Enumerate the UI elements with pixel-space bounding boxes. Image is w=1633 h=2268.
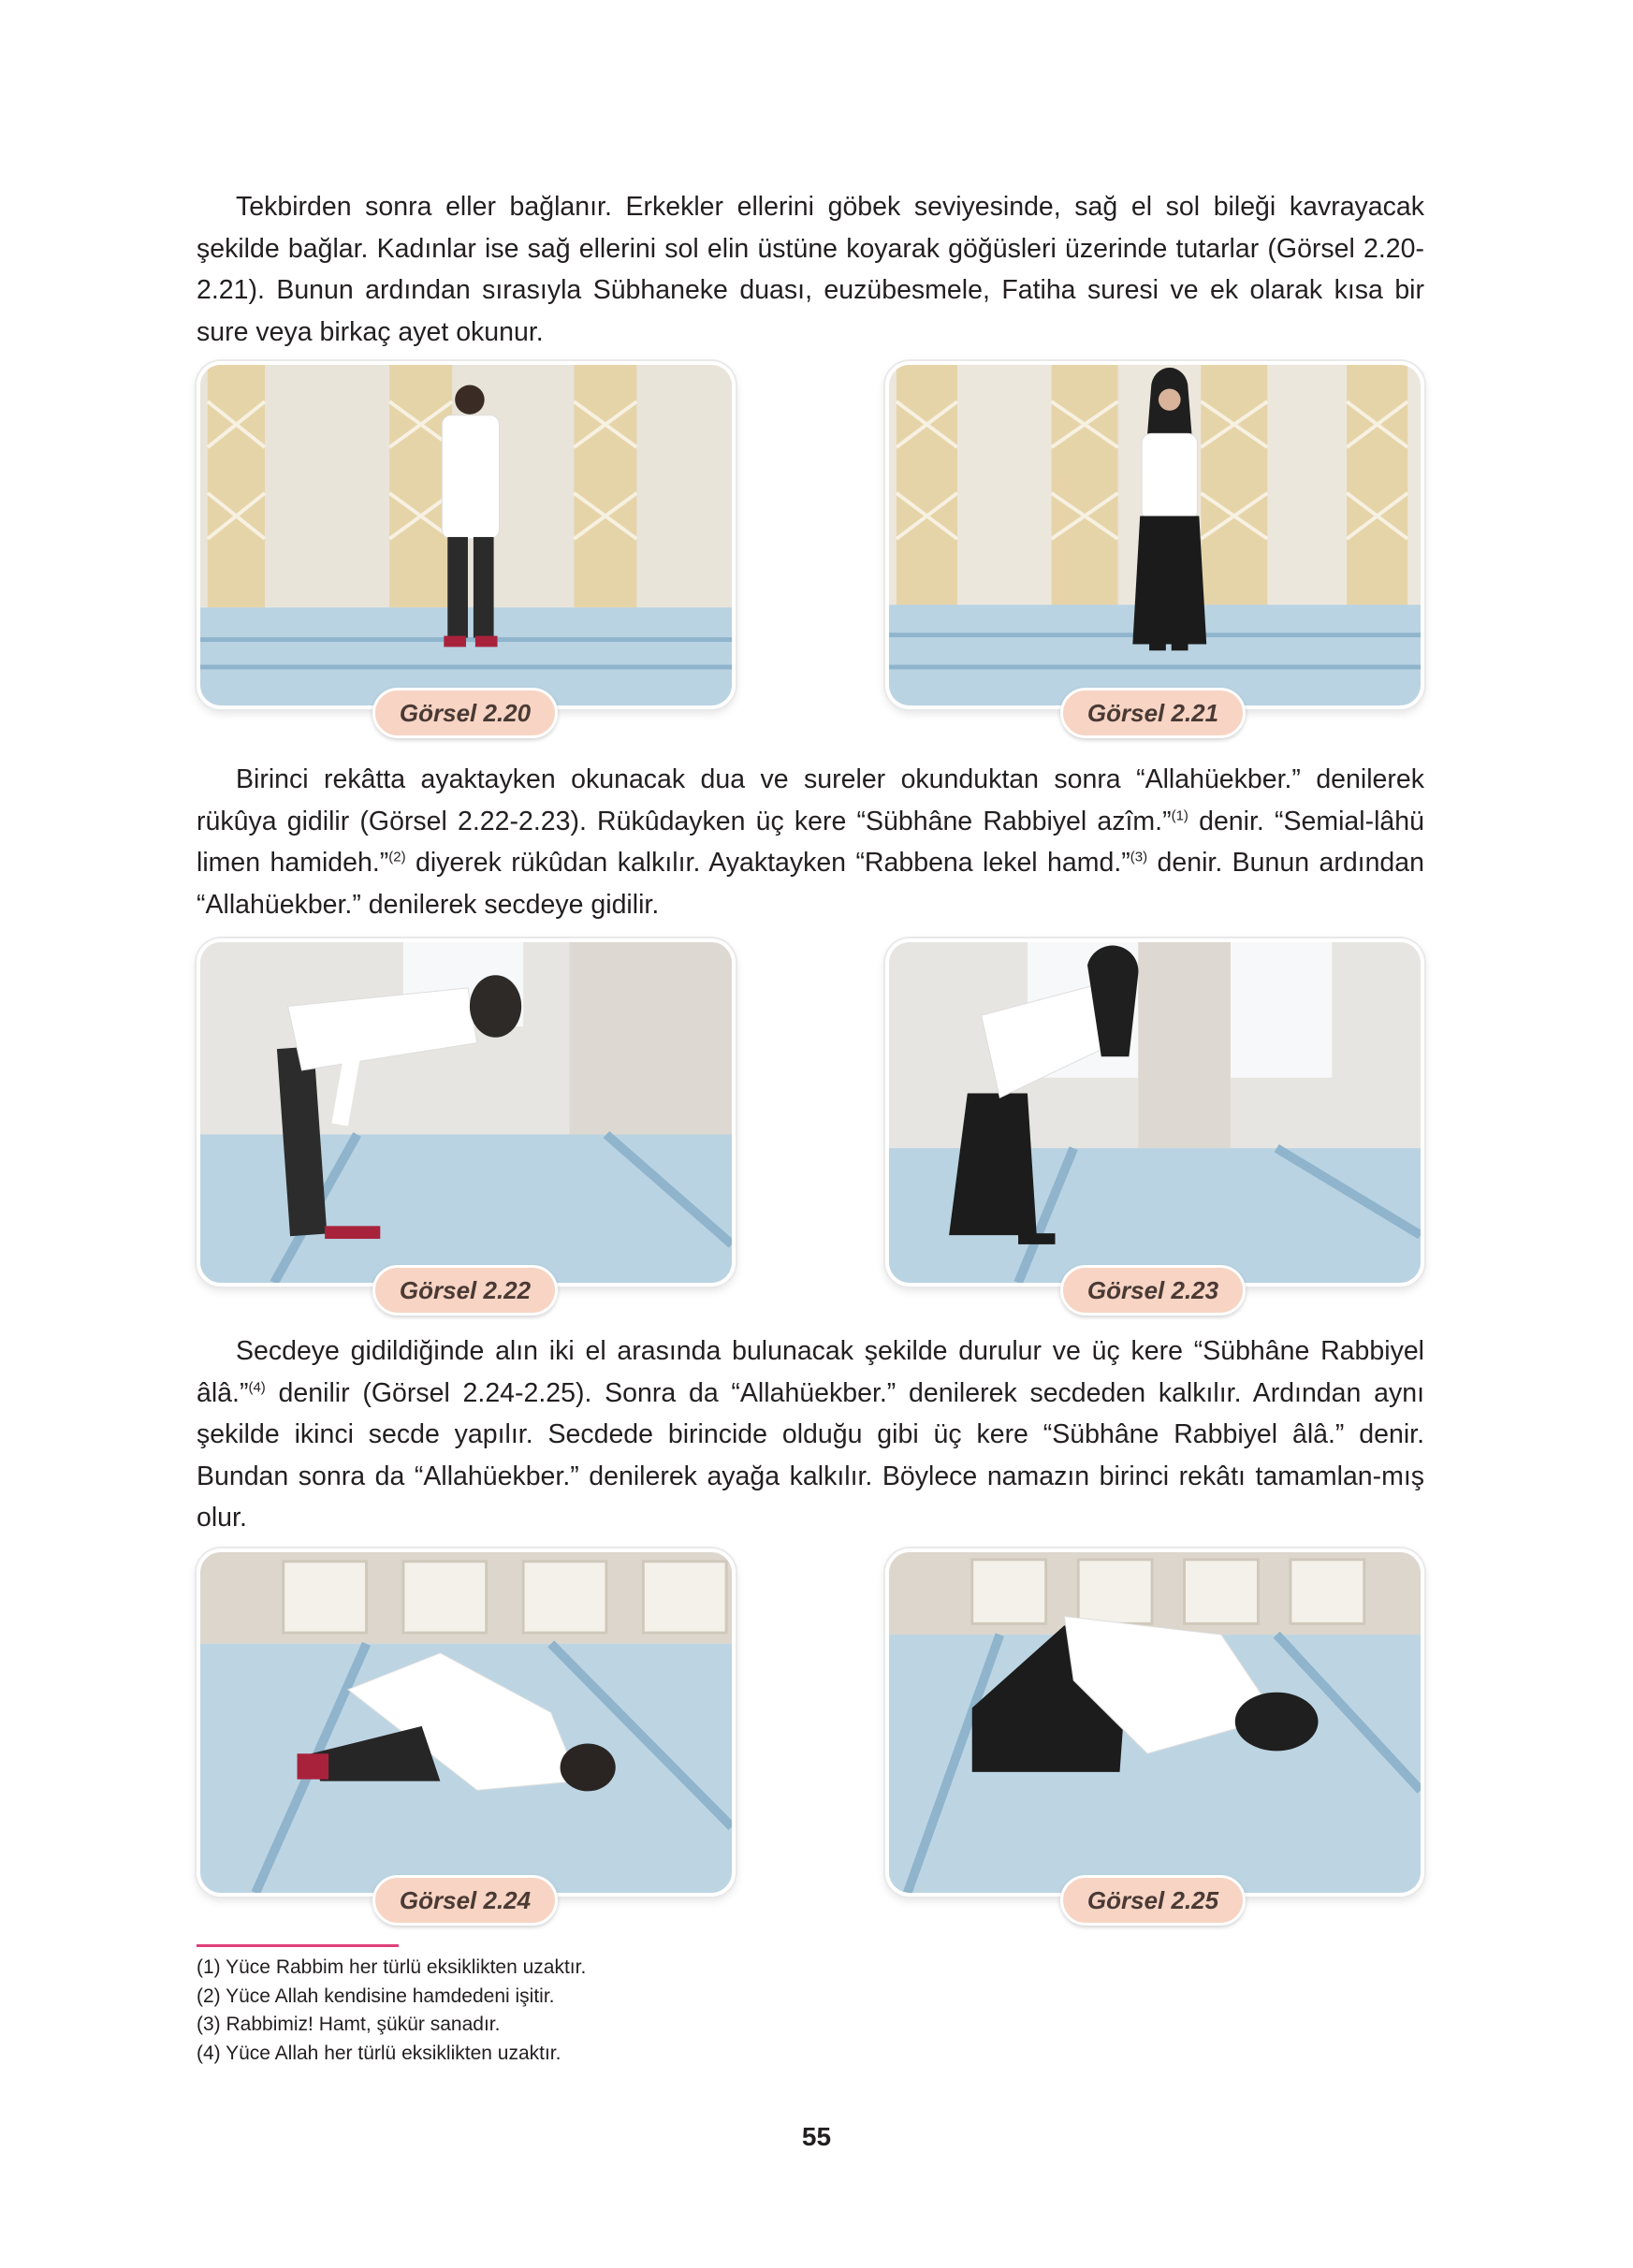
photo-standing-boy <box>197 361 736 709</box>
figure-caption-2-24: Görsel 2.24 <box>372 1875 558 1926</box>
figure-caption-2-23: Görsel 2.23 <box>1060 1265 1246 1316</box>
footnote-2: (2) Yüce Allah kendisine hamdedeni işitir. <box>197 1985 555 2007</box>
figure-caption-2-20: Görsel 2.20 <box>372 688 558 738</box>
page-number: 55 <box>801 2122 832 2151</box>
paragraph-1: Tekbirden sonra eller bağlanır. Erkekler ellerini göbek seviyesinde, sağ el sol bileği kavrayacak şekilde bağlar. Kadınlar ise sağ ellerini sol elin üstüne koyarak göğüsleri üzerinde tutarlar (Görsel 2.20-2.21). Bunun ardından sırasıyla Sübhaneke duası, euzübesmele, Fatiha suresi ve ek olarak kısa bir sure veya birkaç ayet okunur. <box>197 192 1424 347</box>
footnotes <box>197 1954 586 2068</box>
figure-caption-2-21: Görsel 2.21 <box>1060 688 1246 738</box>
footnote-3: (3) Rabbimiz! Hamt, şükür sanadır. <box>197 2014 501 2035</box>
photo-sajda-boy <box>197 1548 736 1897</box>
footnote-4: (4) Yüce Allah her türlü eksiklikten uzaktır. <box>197 2042 561 2064</box>
photo-standing-girl <box>885 361 1424 709</box>
photo-sajda-girl <box>885 1548 1424 1897</box>
photo-ruku-boy <box>197 938 736 1287</box>
photo-ruku-girl <box>885 938 1424 1287</box>
paragraph-2: Birinci rekâtta ayaktayken okunacak dua ve sureler okunduktan sonra “Allahüekber.” denilerek rükûya gidilir (Görsel 2.22-2.23). Rükûdayken üç kere “Sübhâne Rabbiyel azîm.”$^{(1)}$ denir. “Semial-lâhü limen hamideh.”$^{(2)}$ diyerek rükûdan kalkılır. Ayaktayken “Rabbena lekel hamd.”$^{(3)}$ denir. Bunun ardından “Allahüekber.” denilerek secdeye gidilir. <box>197 764 1424 920</box>
footnote-1: (1) Yüce Rabbim her türlü eksiklikten uzaktır. <box>197 1956 587 1978</box>
figure-caption-2-25: Görsel 2.25 <box>1060 1875 1246 1926</box>
paragraph-3: Secdeye gidildiğinde alın iki el arasında bulunacak şekilde durulur ve üç kere “Sübhâne Rabbiyel âlâ.”$^{(4)}$ denilir (Görsel 2.24-2.25). Sonra da “Allahüekber.” denilerek secdeden kalkılır. Ardından aynı şekilde ikinci secde yapılır. Secdede birincide olduğu gibi üç kere “Sübhâne Rabbiyel âlâ.” denir. Bundan sonra da “Allahüekber.” denilerek ayağa kalkılır. Böylece namazın birinci rekâtı tamamlan-mış olur. <box>197 1336 1424 1533</box>
footnote-rule <box>197 1944 399 1947</box>
figure-caption-2-22: Görsel 2.22 <box>372 1265 558 1316</box>
